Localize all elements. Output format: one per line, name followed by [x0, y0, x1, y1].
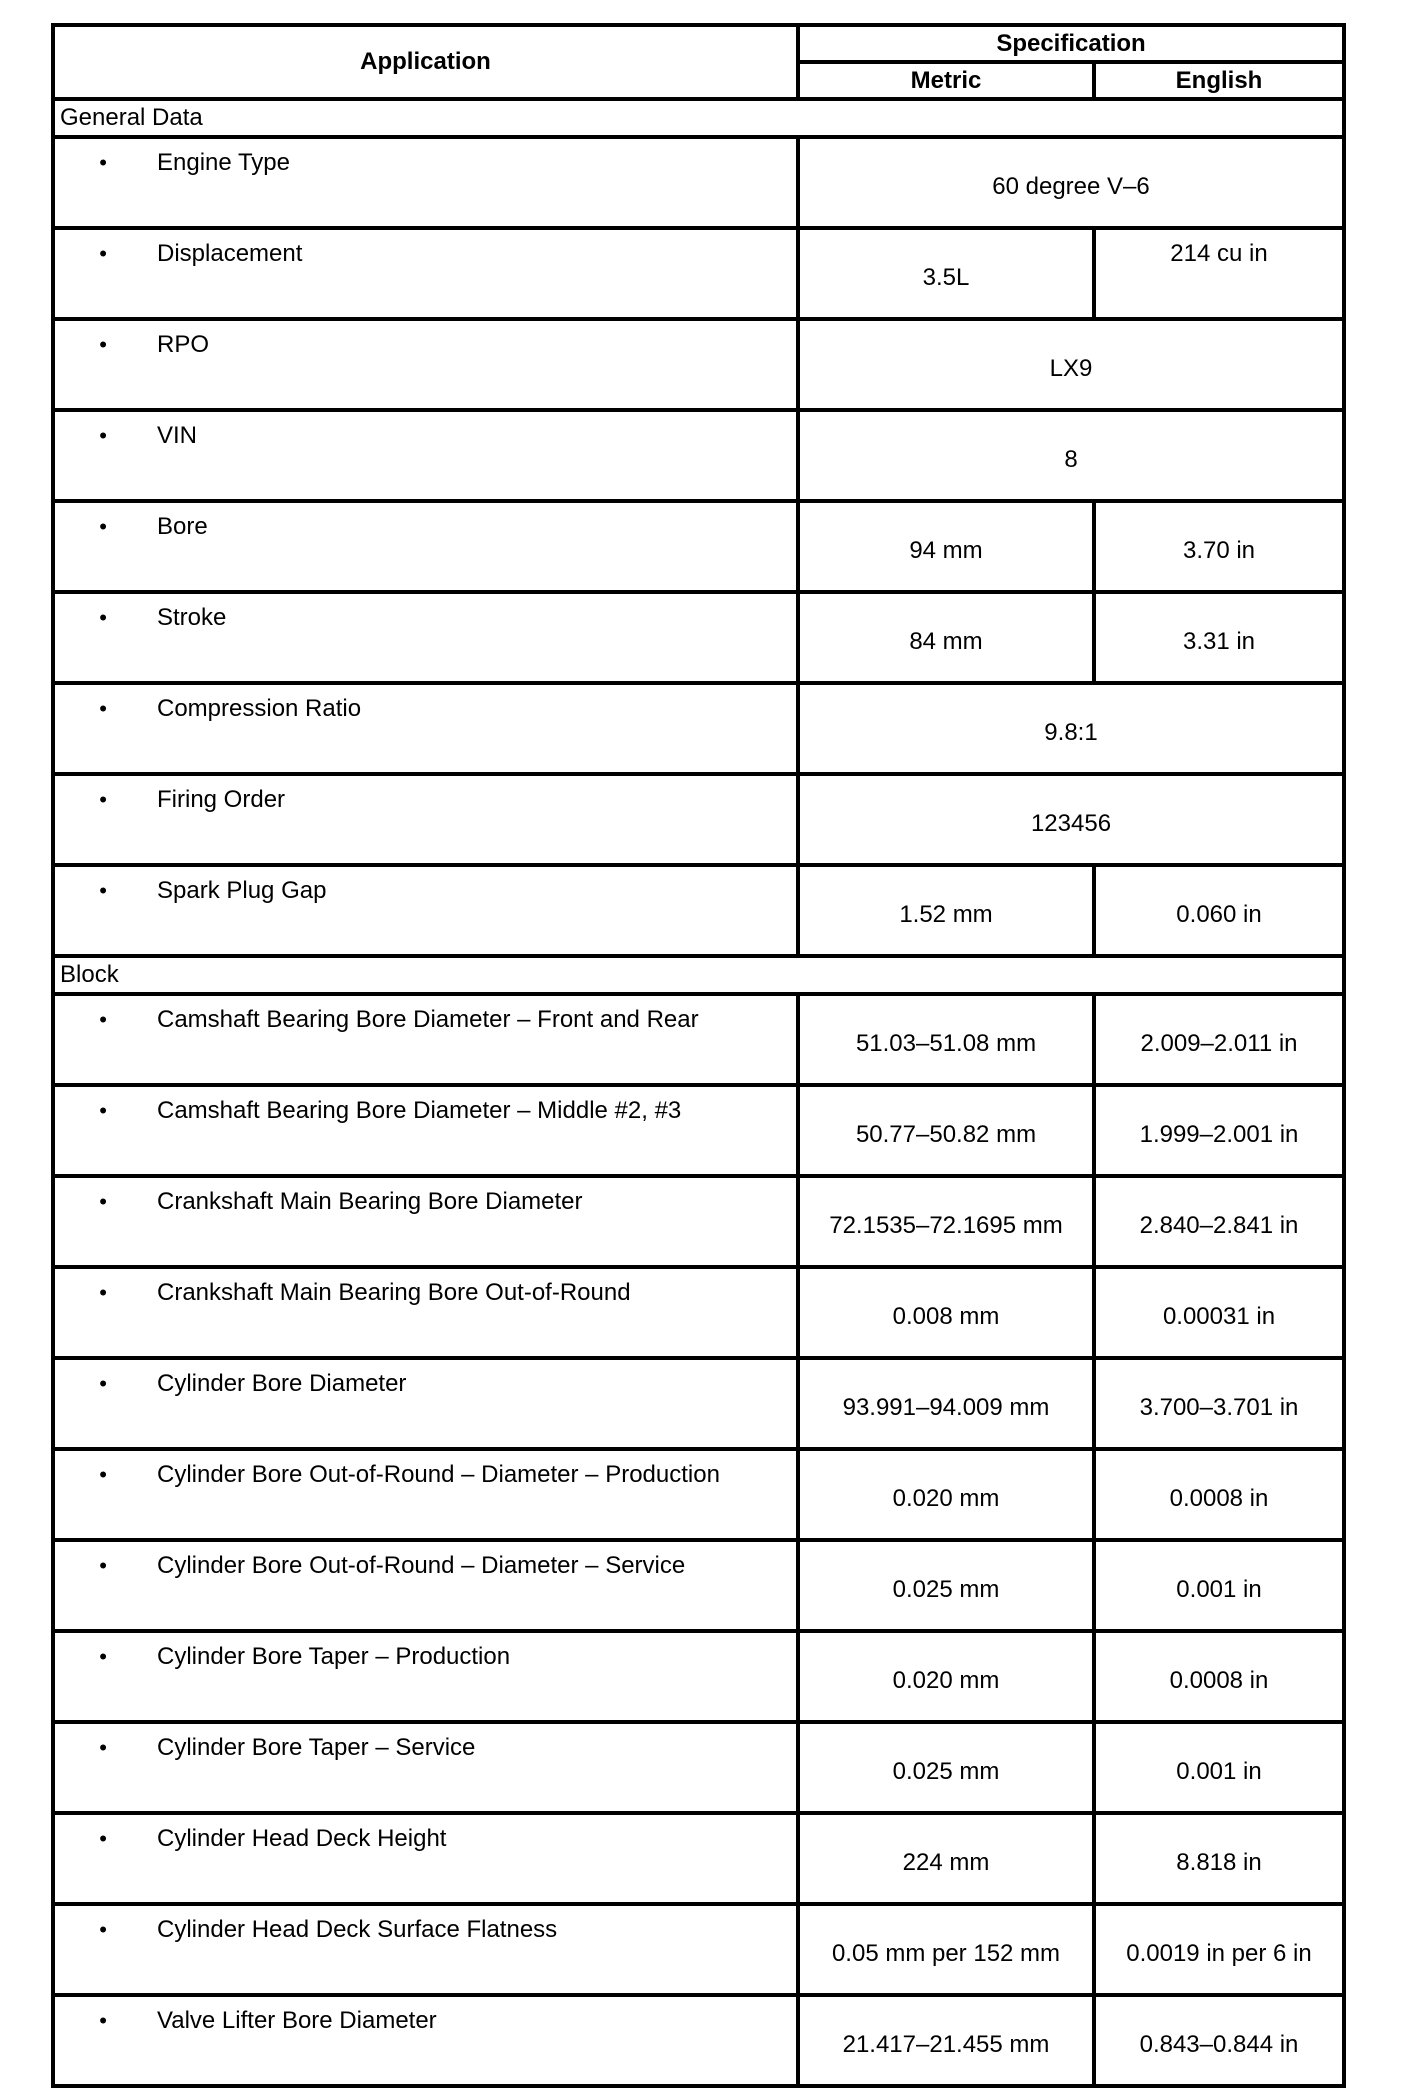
bullet-icon: • — [99, 1189, 107, 1214]
table-row — [53, 137, 1344, 228]
row-label: Spark Plug Gap — [157, 877, 327, 904]
specification-table — [51, 23, 1346, 2088]
bullet-icon: • — [99, 2008, 107, 2033]
table-row — [53, 994, 1344, 1085]
metric-value: 0.025 mm — [798, 1540, 1094, 1631]
section-row — [53, 99, 1344, 137]
section-title: Block — [53, 956, 1344, 994]
bullet-icon: • — [99, 1826, 107, 1851]
bullet-icon: • — [99, 1371, 107, 1396]
application-cell — [53, 501, 798, 592]
table-row — [53, 1540, 1344, 1631]
table-row — [53, 1267, 1344, 1358]
table-row — [53, 592, 1344, 683]
english-value: 8.818 in — [1094, 1813, 1344, 1904]
application-cell — [53, 1904, 798, 1995]
metric-value: 1.52 mm — [798, 865, 1094, 956]
english-value: 3.700–3.701 in — [1094, 1358, 1344, 1449]
row-label: Cylinder Bore Taper – Production — [157, 1643, 511, 1670]
metric-value: 0.020 mm — [798, 1449, 1094, 1540]
application-cell — [53, 319, 798, 410]
merged-value: 60 degree V–6 — [798, 137, 1344, 228]
bullet-icon: • — [99, 1280, 107, 1305]
table-row — [53, 501, 1344, 592]
metric-value: 72.1535–72.1695 mm — [798, 1176, 1094, 1267]
metric-value: 94 mm — [798, 501, 1094, 592]
table-row — [53, 683, 1344, 774]
english-value: 0.00031 in — [1094, 1267, 1344, 1358]
row-label: Firing Order — [157, 786, 286, 813]
table-row — [53, 865, 1344, 956]
table-body — [53, 99, 1344, 2086]
section-row — [53, 956, 1344, 994]
row-label: Camshaft Bearing Bore Diameter – Middle #2, #3 — [157, 1097, 682, 1124]
table-row — [53, 1176, 1344, 1267]
english-value: 214 cu in — [1094, 228, 1344, 319]
row-label: Bore — [157, 513, 208, 540]
row-label: Cylinder Bore Out-of-Round – Diameter – Service — [157, 1552, 686, 1579]
row-label: Camshaft Bearing Bore Diameter – Front and Rear — [157, 1006, 699, 1033]
english-value: 0.843–0.844 in — [1094, 1995, 1344, 2086]
merged-value: 8 — [798, 410, 1344, 501]
section-title: General Data — [53, 99, 1344, 137]
application-cell — [53, 1995, 798, 2086]
metric-value: 21.417–21.455 mm — [798, 1995, 1094, 2086]
metric-value: 3.5L — [798, 228, 1094, 319]
english-value: 0.001 in — [1094, 1722, 1344, 1813]
header-row — [53, 25, 1344, 62]
table-row — [53, 1813, 1344, 1904]
english-value: 0.0008 in — [1094, 1449, 1344, 1540]
bullet-icon: • — [99, 878, 107, 903]
metric-value: 50.77–50.82 mm — [798, 1085, 1094, 1176]
bullet-icon: • — [99, 696, 107, 721]
application-cell — [53, 1085, 798, 1176]
application-cell — [53, 1176, 798, 1267]
row-label: Cylinder Head Deck Height — [157, 1825, 447, 1852]
row-label: RPO — [157, 331, 210, 358]
row-label: Cylinder Bore Out-of-Round – Diameter – Production — [157, 1461, 720, 1488]
row-label: Cylinder Bore Diameter — [157, 1370, 407, 1397]
row-label: Crankshaft Main Bearing Bore Diameter — [157, 1188, 583, 1215]
metric-value: 0.025 mm — [798, 1722, 1094, 1813]
bullet-icon: • — [99, 1644, 107, 1669]
table-row — [53, 1358, 1344, 1449]
application-cell — [53, 1449, 798, 1540]
bullet-icon: • — [99, 787, 107, 812]
english-value: 0.060 in — [1094, 865, 1344, 956]
table-row — [53, 1904, 1344, 1995]
application-cell — [53, 1813, 798, 1904]
bullet-icon: • — [99, 150, 107, 175]
row-label: Cylinder Bore Taper – Service — [157, 1734, 476, 1761]
bullet-icon: • — [99, 423, 107, 448]
table-row — [53, 1995, 1344, 2086]
application-cell — [53, 865, 798, 956]
table-row — [53, 1449, 1344, 1540]
application-cell — [53, 1267, 798, 1358]
bullet-icon: • — [99, 514, 107, 539]
row-label: Valve Lifter Bore Diameter — [157, 2007, 437, 2034]
bullet-icon: • — [99, 1735, 107, 1760]
application-cell — [53, 994, 798, 1085]
application-cell — [53, 410, 798, 501]
english-value: 2.009–2.011 in — [1094, 994, 1344, 1085]
row-label: VIN — [157, 422, 198, 449]
merged-value: 123456 — [798, 774, 1344, 865]
table-row — [53, 1085, 1344, 1176]
metric-value: 224 mm — [798, 1813, 1094, 1904]
application-cell — [53, 137, 798, 228]
application-cell — [53, 228, 798, 319]
english-value: 0.0008 in — [1094, 1631, 1344, 1722]
table-row — [53, 410, 1344, 501]
application-cell — [53, 1358, 798, 1449]
bullet-icon: • — [99, 1917, 107, 1942]
table-row — [53, 1722, 1344, 1813]
table-row — [53, 774, 1344, 865]
bullet-icon: • — [99, 1462, 107, 1487]
application-cell — [53, 1540, 798, 1631]
english-header: English — [1094, 62, 1344, 99]
row-label: Stroke — [157, 604, 227, 631]
bullet-icon: • — [99, 241, 107, 266]
table-row — [53, 228, 1344, 319]
metric-value: 51.03–51.08 mm — [798, 994, 1094, 1085]
row-label: Displacement — [157, 240, 303, 267]
english-value: 3.70 in — [1094, 501, 1344, 592]
application-cell — [53, 1631, 798, 1722]
bullet-icon: • — [99, 332, 107, 357]
application-header: Application — [53, 25, 798, 99]
metric-value: 0.008 mm — [798, 1267, 1094, 1358]
row-label: Crankshaft Main Bearing Bore Out-of-Round — [157, 1279, 631, 1306]
english-value: 0.001 in — [1094, 1540, 1344, 1631]
application-cell — [53, 774, 798, 865]
row-label: Compression Ratio — [157, 695, 362, 722]
bullet-icon: • — [99, 1007, 107, 1032]
table-row — [53, 319, 1344, 410]
metric-header: Metric — [798, 62, 1094, 99]
bullet-icon: • — [99, 1098, 107, 1123]
metric-value: 0.020 mm — [798, 1631, 1094, 1722]
bullet-icon: • — [99, 605, 107, 630]
bullet-icon: • — [99, 1553, 107, 1578]
english-value: 0.0019 in per 6 in — [1094, 1904, 1344, 1995]
table-row — [53, 1631, 1344, 1722]
metric-value: 93.991–94.009 mm — [798, 1358, 1094, 1449]
specification-header: Specification — [798, 25, 1344, 62]
english-value: 3.31 in — [1094, 592, 1344, 683]
metric-value: 84 mm — [798, 592, 1094, 683]
english-value: 2.840–2.841 in — [1094, 1176, 1344, 1267]
merged-value: 9.8:1 — [798, 683, 1344, 774]
english-value: 1.999–2.001 in — [1094, 1085, 1344, 1176]
row-label: Cylinder Head Deck Surface Flatness — [157, 1916, 558, 1943]
application-cell — [53, 1722, 798, 1813]
metric-value: 0.05 mm per 152 mm — [798, 1904, 1094, 1995]
merged-value: LX9 — [798, 319, 1344, 410]
application-cell — [53, 592, 798, 683]
row-label: Engine Type — [157, 149, 290, 176]
application-cell — [53, 683, 798, 774]
